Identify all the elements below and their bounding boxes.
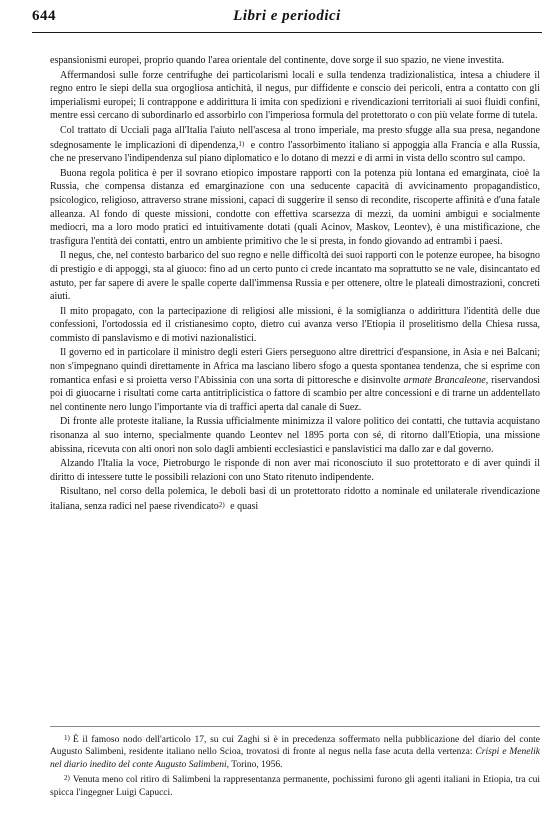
running-head xyxy=(32,8,542,30)
footnote-2 xyxy=(50,772,540,799)
page-number: 644 xyxy=(32,8,56,24)
paragraph-6: Il mito propagato, con la partecipazione di religiosi alle missioni, è la somiglianza o addirittura l'identità delle due confessioni, l'ortodossia ed il cristianesimo copto, dietro cui avanza verso l'Etiopia il proselitismo della Chiesa russa, commisto di panslavismo e di motivi nazionalistici. xyxy=(50,305,540,344)
body-text xyxy=(50,54,540,514)
paragraph-1: espansionismi europei, proprio quando l'area orientale del continente, dove sorge il suo spazio, ne viene investita. xyxy=(50,55,504,66)
footnote-ref-1: 1) xyxy=(238,139,245,148)
footnote-1 xyxy=(50,732,540,771)
paragraph-10-text: Risultano, nel corso della polemica, le deboli basi di un protettorato ridotto a nominale ed unilaterale rivendicazione italiana, senza radici nel paese rivendicato xyxy=(50,486,540,512)
footnote-1-text: È il famoso nodo dell'articolo 17, su cui Zaghi si è in precedenza soffermato nella pubblicazione del diario del conte Augusto Salimbeni, residente italiano nello Scioa, trovatosi di fronte al negus nella fase acuta della vertenza: xyxy=(50,735,540,758)
paragraph-4: Buona regola politica è per il sovrano etiopico impostare rapporti con la potenza più lontana ed emarginata, cioè la Russia, che compensa distanza ed emarginazione con una seducente capacità di avvicinamento propagandistico, psicologico, religioso, attraverso strane missioni, capaci di suggerire il senso di recondite, riscoperte affinità e d'una fatale alleanza. Al fondo di queste missioni, condotte con effettiva scarsezza di mezzi, da uomini ambigui e socialmente mediocri, ma a loro modo pratici ed intuitivamente dotati (quali Acinov, Maskov, Leontev), è una mistificazione, che trasfigura l'entità dei contatti, entro un ambiente primitivo che le si presta, in fondo giovando ad entrambi i paesi. xyxy=(50,167,540,247)
paragraph-3 xyxy=(50,124,540,166)
footnote-2-text: Venuta meno col ritiro di Salimbeni la rappresentanza permanente, pochissimi furono gli agenti italiani in Etiopia, tra cui spicca l'ingegner Luigi Capucci. xyxy=(50,775,540,798)
footnote-ref-2: 2) xyxy=(218,501,225,509)
paragraph-7-text-cont: , riservandosi poi di giuocarne i risultati come carta antitriplicistica o fattore di scambio per altre concessioni e di trarne un addentellato nel continente nero lungo l'importante via di traffici aperta dal canale di Suez. xyxy=(50,374,540,413)
footnote-rule xyxy=(50,726,540,727)
footnotes xyxy=(50,732,540,799)
paragraph-10-text-cont: e quasi xyxy=(227,501,259,512)
paragraph-9: Alzando l'Italia la voce, Pietroburgo le risponde di non aver mai riconosciuto il suo protettorato e di aver quindi il diritto di intessere tutte le possibili relazioni con uno Stato ritenuto indipendente. xyxy=(50,458,540,483)
paragraph-5: Il negus, che, nel contesto barbarico del suo regno e nelle difficoltà dei suoi rapporti con le potenze europee, ha bisogno di prestigio e di appoggi, sta al giuoco: fino ad un certo punto ci crede incantato ma soprattutto se ne vale, disincantato ed astuto, per far sapere di avere le spalle coperte dall'immensa Russia e per ottenere, oltre le plateali dimostrazioni, concreti aiuti. xyxy=(50,250,540,303)
paragraph-3-text-cont: e contro l'assorbimento italiano si appoggia alla Francia e alla Russia, che ne preservano l'indipendenza sul piano diplomatico e lo dotano di mezzi e di armi in vista dello scontro sul campo. xyxy=(50,139,540,165)
paragraph-8: Di fronte alle proteste italiane, la Russia ufficialmente minimizza il valore politico dei contatti, che tuttavia acquistano risonanza al suo interno, specialmente quando Leontev nel 1895 porta con sé, di ritorno dall'Etiopia, una missione abissina, ricevuta con alti onori non solo dagli ambienti ecclesiastici e panslavistici ma dallo zar e dal governo. xyxy=(50,416,540,455)
running-title: Libri e periodici xyxy=(233,8,341,24)
paragraph-7-text: Il governo ed in particolare il ministro degli esteri Giers perseguono altre direttrici d'espansione, in Asia e nei Balcani; non s'impegnano quindi direttamente in Africa ma lasciano libero sfogo a questa spontanea tendenza, che si esprime con romantica enfasi e si proietta verso l'Abissinia con una sorta di pittoresche e disinvolte xyxy=(50,347,540,386)
paragraph-7 xyxy=(50,346,540,414)
paragraph-10 xyxy=(50,485,540,513)
paragraph-2: Affermandosi sulle forze centrifughe dei particolarismi locali e sulla tendenza tradizionalistica, intesa a chiudere il regno entro le siepi della sua orgogliosa antichità, il negus, pur diffidente e conscio dei pericoli, entra a contatto con gli imperialismi europei; li contrappone e addirittura li imita con spedizioni e rivendicazioni territoriali ai suoi fluidi confini, mentre essi cercano di subordinarlo ed assorbirlo con l'imperiosa formula del protettorato o con più velate forme di tutela. xyxy=(50,69,540,122)
footnote-1-mark: 1) xyxy=(64,734,70,742)
footnote-1-title: Crispi e Menelik nel diario inedito del conte Augusto Salimbeni xyxy=(50,747,540,770)
header-rule xyxy=(32,32,542,33)
paragraph-3-text: Col trattato di Ucciali paga all'Italia l'aiuto nell'ascesa al trono imperiale, ma presto sfugge alla sua presa, negandone sdegnosamente le implicazioni di dipendenza, xyxy=(50,124,540,151)
footnote-2-mark: 2) xyxy=(64,774,70,783)
footnote-1-text-cont: , Torino, 1956. xyxy=(226,759,283,770)
paragraph-7-italic: armate Brancaleone xyxy=(403,374,486,386)
